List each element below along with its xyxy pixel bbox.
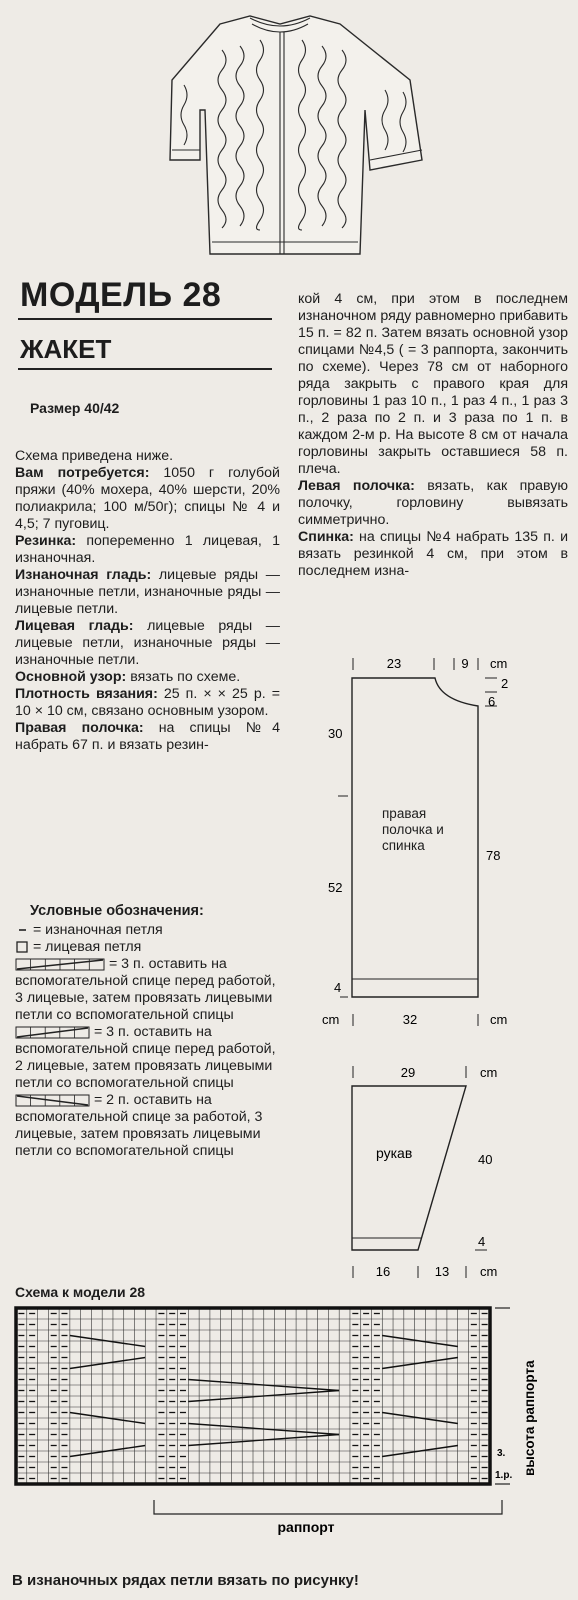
rib-text: попеременно 1 лицевая, 1 изнаночная. (15, 533, 280, 566)
back-text: на спицы №4 набрать 135 п. и вязать резинкой 4 см, при этом в последнем изна- (298, 529, 568, 579)
dim-total-78: 78 (486, 848, 501, 863)
dim-lower-52: 52 (328, 880, 343, 895)
reverse-stockinette-paragraph (15, 567, 280, 618)
sleeve-bottom-16: 16 (375, 1264, 391, 1279)
dim-unit-top: cm (490, 656, 508, 671)
title-underline (18, 318, 272, 320)
legend-title: Условные обозначения: (30, 903, 204, 919)
legend-cable2-text-b: перед (174, 1041, 214, 1057)
sleeve-schematic (290, 1058, 578, 1288)
repeat-height-label: высота раппорта (522, 1360, 537, 1476)
row-1-label: 1.р. (495, 1470, 513, 1481)
dim-top-width: 23 (386, 656, 402, 671)
materials-text: 1050 г голубой пряжи (40% мохера, 40% шерсти, 20% полиакрила; 100 м/50г); спицы № 4 и 4,5; 7 пуговиц. (15, 465, 280, 532)
gauge-label: Плотность вязания: (15, 686, 158, 702)
gauge-text: 25 п. × × 25 р. = 10 × 10 см, связано основным узором. (15, 686, 281, 719)
legend-cable1-text-a: = 3 п. оставить на вспомогательной спице (15, 956, 227, 989)
right-front-label: Правая полочка: (15, 720, 144, 736)
back-label: Спинка: (298, 529, 354, 545)
dim-neck-drop-6: 6 (488, 694, 496, 709)
legend-cable2-text-c: работой, 2 лицевые, затем провязать лицевыми петли со вспомогательной спицы (15, 1041, 276, 1091)
right-front-continued: кой 4 см, при этом в последнем изнаночном ряду равномерно прибавить 15 п. = 82 п. Затем вязать основной узор спицами №4,5 ( = 3 раппорта, закончить по схеме). Через 78 см от наборного ряда закрыть с правого края для горловины 1 раз 10 п., 1 раз 4 п., 1 раз 3 п., 2 раза по 2 п. и 3 раза по 1 п. в каждом 2-м р. На высоте 8 см от начала горловины закрыть оставшиеся 58 п. плеча. (298, 291, 568, 477)
legend-cable1-text-b: перед (174, 973, 214, 989)
body-piece-label: правая полочка и спинка (382, 806, 444, 853)
back-paragraph (298, 529, 568, 580)
legend-cable2-text-a: = 3 п. оставить на вспомогательной спице (15, 1024, 212, 1057)
sleeve-cuff-4: 4 (478, 1234, 486, 1249)
legend-knit-text: = лицевая петля (29, 939, 142, 955)
dim-neck-width: 9 (461, 656, 469, 671)
legend-cable-2 (15, 1024, 277, 1092)
legend-cable3-text-a: = 2 п. оставить на вспомогательной спице (15, 1092, 212, 1125)
cable-5-left-symbol-icon (15, 1026, 90, 1039)
subtitle-underline (18, 368, 272, 370)
dim-bottom-32: 32 (402, 1012, 418, 1027)
dim-unit-left: cm (322, 1012, 340, 1027)
sleeve-top-29: 29 (400, 1065, 416, 1080)
dim-neck-drop-2: 2 (501, 676, 509, 691)
sleeve-length-40: 40 (478, 1152, 493, 1167)
dim-armhole-30: 30 (328, 726, 343, 741)
left-front-text: вязать, как правую полочку, горловину вывязать симметрично. (298, 478, 568, 528)
right-front-text: на спицы №4 набрать 67 п. и вязать резин- (15, 720, 280, 753)
legend-purl-text: = изнаночная петля (29, 922, 163, 938)
legend-cable-3 (15, 1092, 277, 1160)
dim-rib-4: 4 (334, 980, 342, 995)
instructions-left-column (15, 448, 280, 754)
stockinette-text: лицевые ряды — лицевые петли, изнаночные ряды — изнаночные петли. (15, 618, 280, 668)
sleeve-bottom-13: 13 (434, 1264, 450, 1279)
repeat-label: раппорт (277, 1519, 335, 1535)
left-front-label: Левая полочка: (298, 478, 415, 494)
legend-purl (15, 922, 277, 939)
pattern-paragraph (15, 669, 280, 686)
rib-paragraph (15, 533, 280, 567)
right-front-paragraph (15, 720, 280, 754)
stockinette-paragraph (15, 618, 280, 669)
sleeve-unit-top: cm (480, 1065, 498, 1080)
stockinette-label: Лицевая гладь: (15, 618, 134, 634)
chart-footnote: В изнаночных рядах петли вязать по рисунку! (12, 1572, 359, 1589)
legend-knit (15, 939, 277, 956)
rib-label: Резинка: (15, 533, 77, 549)
legend-cable3-text-c: работой, 3 лицевые, затем провязать лицевыми петли со вспомогательной спицы (15, 1109, 263, 1159)
row-3-label: 3. (497, 1448, 506, 1459)
pattern-label: Основной узор: (15, 669, 127, 685)
body-schematic (290, 652, 578, 1032)
chart-title: Схема к модели 28 (15, 1284, 146, 1300)
instructions-right-column (298, 291, 568, 580)
legend-cable-1 (15, 956, 277, 1024)
legend (15, 922, 277, 1160)
intro-text: Схема приведена ниже. (15, 448, 174, 464)
model-title: МОДЕЛЬ 28 (20, 276, 222, 314)
purl-symbol-icon (15, 924, 29, 936)
pattern-text: вязать по схеме. (126, 669, 241, 685)
garment-name: ЖАКЕТ (20, 334, 112, 364)
legend-cable3-text-b: за (174, 1109, 190, 1125)
materials-label: Вам потребуется: (15, 465, 150, 481)
chart-grid (16, 1308, 490, 1484)
sleeve-unit-bottom: cm (480, 1264, 498, 1279)
reverse-label: Изнаночная гладь: (15, 567, 152, 583)
cable-6-left-symbol-icon (15, 958, 105, 971)
materials-paragraph (15, 465, 280, 533)
knit-symbol-icon (15, 941, 29, 953)
legend-cable1-text-c: работой, 3 лицевые, затем провязать лицевыми петли со вспомогательной спицы (15, 973, 276, 1023)
dim-unit-bottom: cm (490, 1012, 508, 1027)
cable-5-right-symbol-icon (15, 1094, 90, 1107)
sleeve-label: рукав (376, 1145, 413, 1161)
gauge-paragraph (15, 686, 280, 720)
size-label: Размер 40/42 (30, 400, 120, 416)
left-front-paragraph (298, 478, 568, 529)
cardigan-illustration (160, 10, 430, 260)
knitting-chart (10, 1300, 570, 1570)
reverse-text: лицевые ряды — изнаночные петли, изнаночные ряды — лицевые петли. (15, 567, 280, 617)
